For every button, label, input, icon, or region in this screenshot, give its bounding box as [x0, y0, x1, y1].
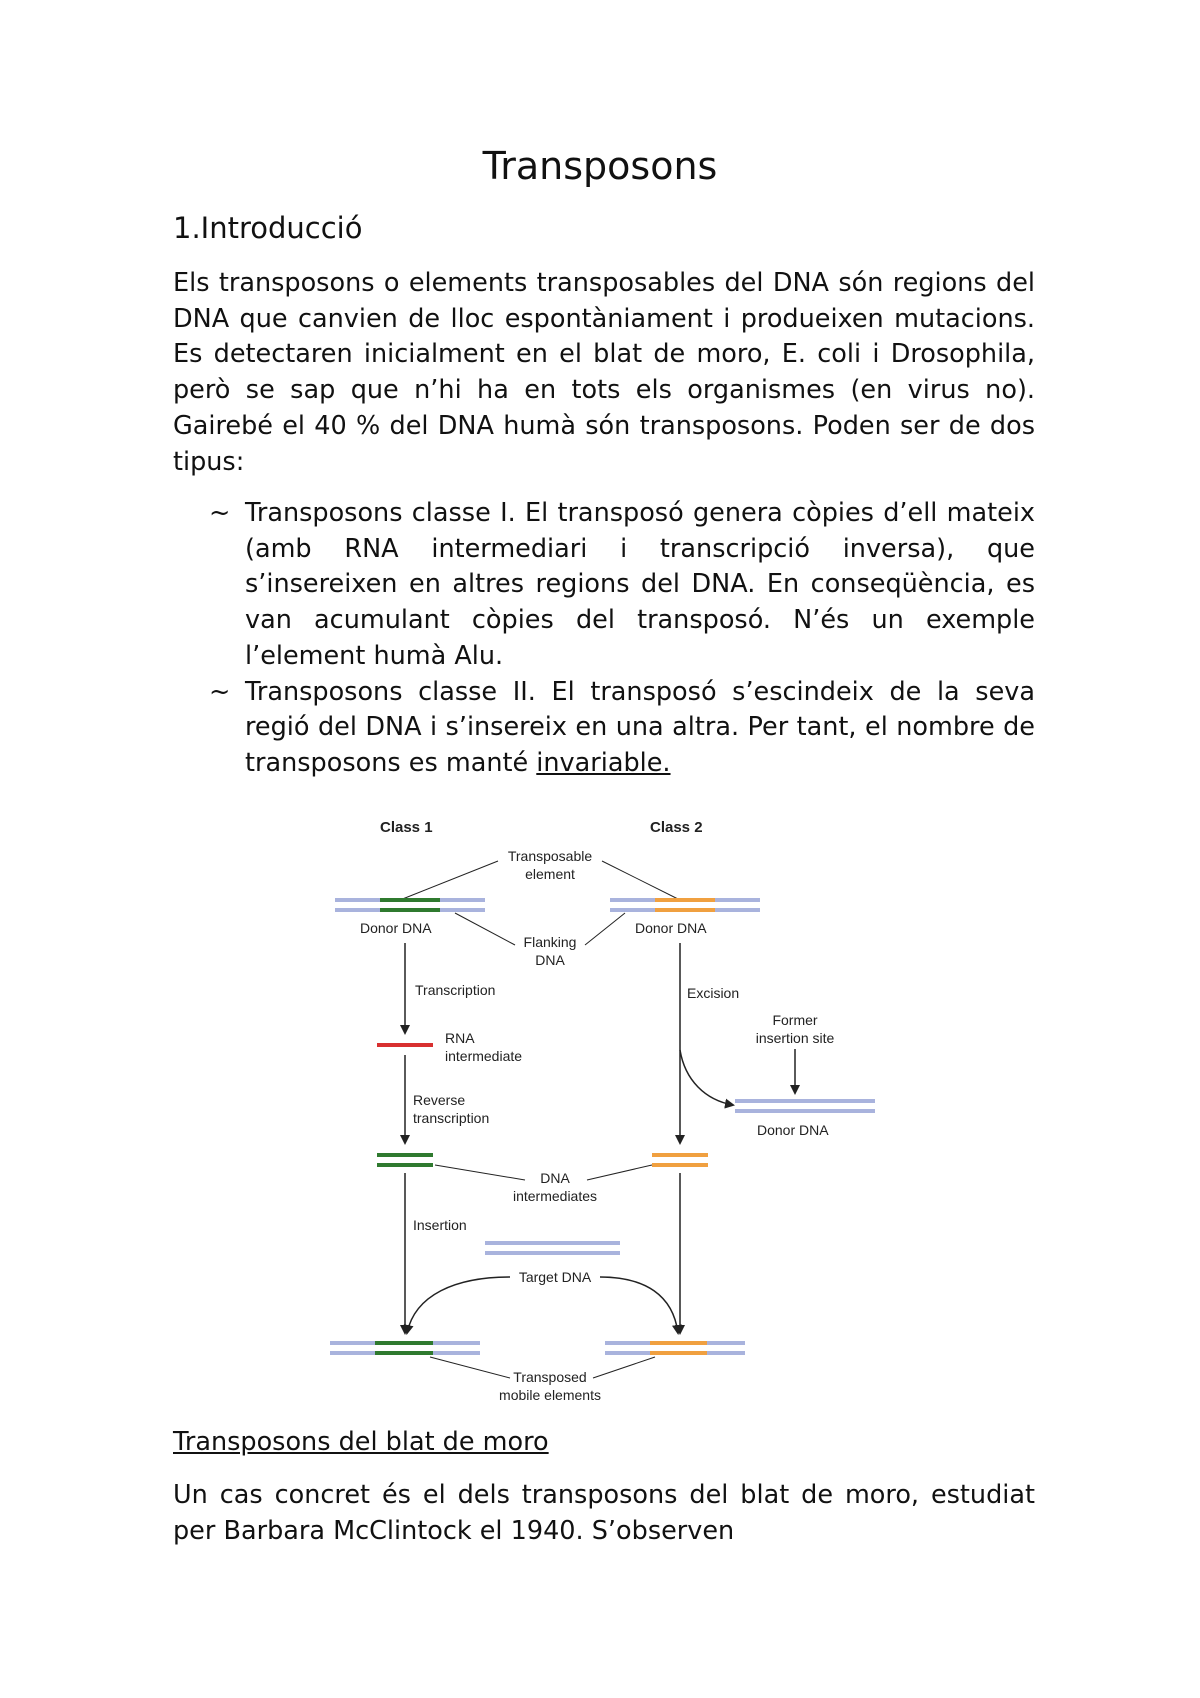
donor-dna-left-label: Donor DNA — [360, 920, 432, 936]
document-title: Transposons — [482, 144, 718, 188]
insertion-label: Insertion — [413, 1217, 467, 1233]
arrow — [600, 1277, 678, 1333]
class-2-label: Class 2 — [650, 819, 703, 836]
excision-label: Excision — [687, 985, 740, 1001]
pointer-line — [593, 1357, 655, 1378]
dna-intermediate-class-2 — [652, 1155, 708, 1165]
pointer-line — [400, 861, 498, 900]
rna-label-1: RNA — [445, 1030, 475, 1046]
transposed-element-class-1 — [330, 1343, 480, 1353]
dna-intermediates-label-2: intermediates — [512, 1188, 598, 1204]
transposed-element-class-2 — [605, 1343, 745, 1353]
reverse-transcription-label-1: Reverse — [413, 1092, 466, 1108]
list-item — [173, 675, 1035, 782]
bullet-text-class-2: Transposons classe II. El transposó s’escindeix de la seva regió del DNA i s’insereix en una altra. Per tant, el nombre de transposons es manté — [245, 676, 1035, 778]
transposon-class-list — [173, 496, 1035, 782]
arrow — [407, 1277, 510, 1333]
subheading: Transposons del blat de moro — [173, 1427, 549, 1457]
pointer-line — [430, 1357, 510, 1378]
donor-dna-excised-label: Donor DNA — [757, 1122, 829, 1138]
transcription-label: Transcription — [415, 982, 496, 998]
class-1-label: Class 1 — [380, 819, 433, 836]
rna-label-2: intermediate — [445, 1048, 523, 1064]
transposed-label-1: Transposed — [513, 1369, 587, 1385]
flanking-dna-label-1: Flanking — [523, 934, 577, 950]
transposable-element-label-1: Transposable — [507, 848, 593, 864]
section-heading: 1.Introducció — [173, 211, 363, 245]
transposon-diagram — [325, 815, 885, 1415]
list-item — [173, 496, 1035, 675]
pointer-line — [455, 913, 515, 945]
arrow — [680, 1050, 733, 1105]
intro-paragraph: Els transposons o elements transposables del DNA són regions del DNA que canvien de lloc espontàniament i produeixen mutacions. Es detectaren inicialment en el blat de moro, E. coli i Drosophila, però se sap que n’hi ha en tots els organismes (en virus no). Gairebé el 40 % del DNA humà són transposons. Poden ser de dos tipus: — [173, 268, 1035, 477]
flanking-dna-label-2: DNA — [535, 952, 565, 968]
tilde-bullet-icon: ~ — [209, 498, 231, 528]
reverse-transcription-label-2: transcription — [413, 1110, 490, 1126]
bullet-text-class-1: Transposons classe I. El transposó genera còpies d’ell mateix (amb RNA intermediari i transcripció inversa), que s’insereixen en altres regions del DNA. En conseqüència, es van acumulant còpies del transposó. N’és un exemple l’element humà Alu. — [245, 498, 1035, 671]
dna-intermediates-label-1: DNA — [540, 1170, 570, 1186]
transposed-label-2: mobile elements — [499, 1387, 601, 1403]
underlined-word: invariable. — [536, 747, 671, 778]
donor-dna-class-2 — [610, 900, 760, 910]
excised-donor-dna — [735, 1101, 875, 1111]
donor-dna-class-1 — [335, 900, 485, 910]
tilde-bullet-icon: ~ — [209, 676, 231, 707]
donor-dna-right-label: Donor DNA — [635, 920, 707, 936]
pointer-line — [587, 1165, 652, 1180]
target-dna — [485, 1243, 620, 1253]
pointer-line — [585, 913, 625, 945]
former-insertion-label-1: Former — [772, 1012, 818, 1028]
pointer-line — [435, 1165, 525, 1180]
target-dna-label: Target DNA — [518, 1269, 592, 1285]
transposable-element-label-2: element — [525, 866, 575, 882]
former-insertion-label-2: insertion site — [755, 1030, 835, 1046]
pointer-line — [602, 861, 680, 900]
paragraph-2: Un cas concret és el dels transposons del blat de moro, estudiat per Barbara McClintock el 1940. S’observen — [173, 1480, 1035, 1546]
transposon-figure — [325, 815, 885, 1415]
dna-intermediate-class-1 — [377, 1155, 433, 1165]
